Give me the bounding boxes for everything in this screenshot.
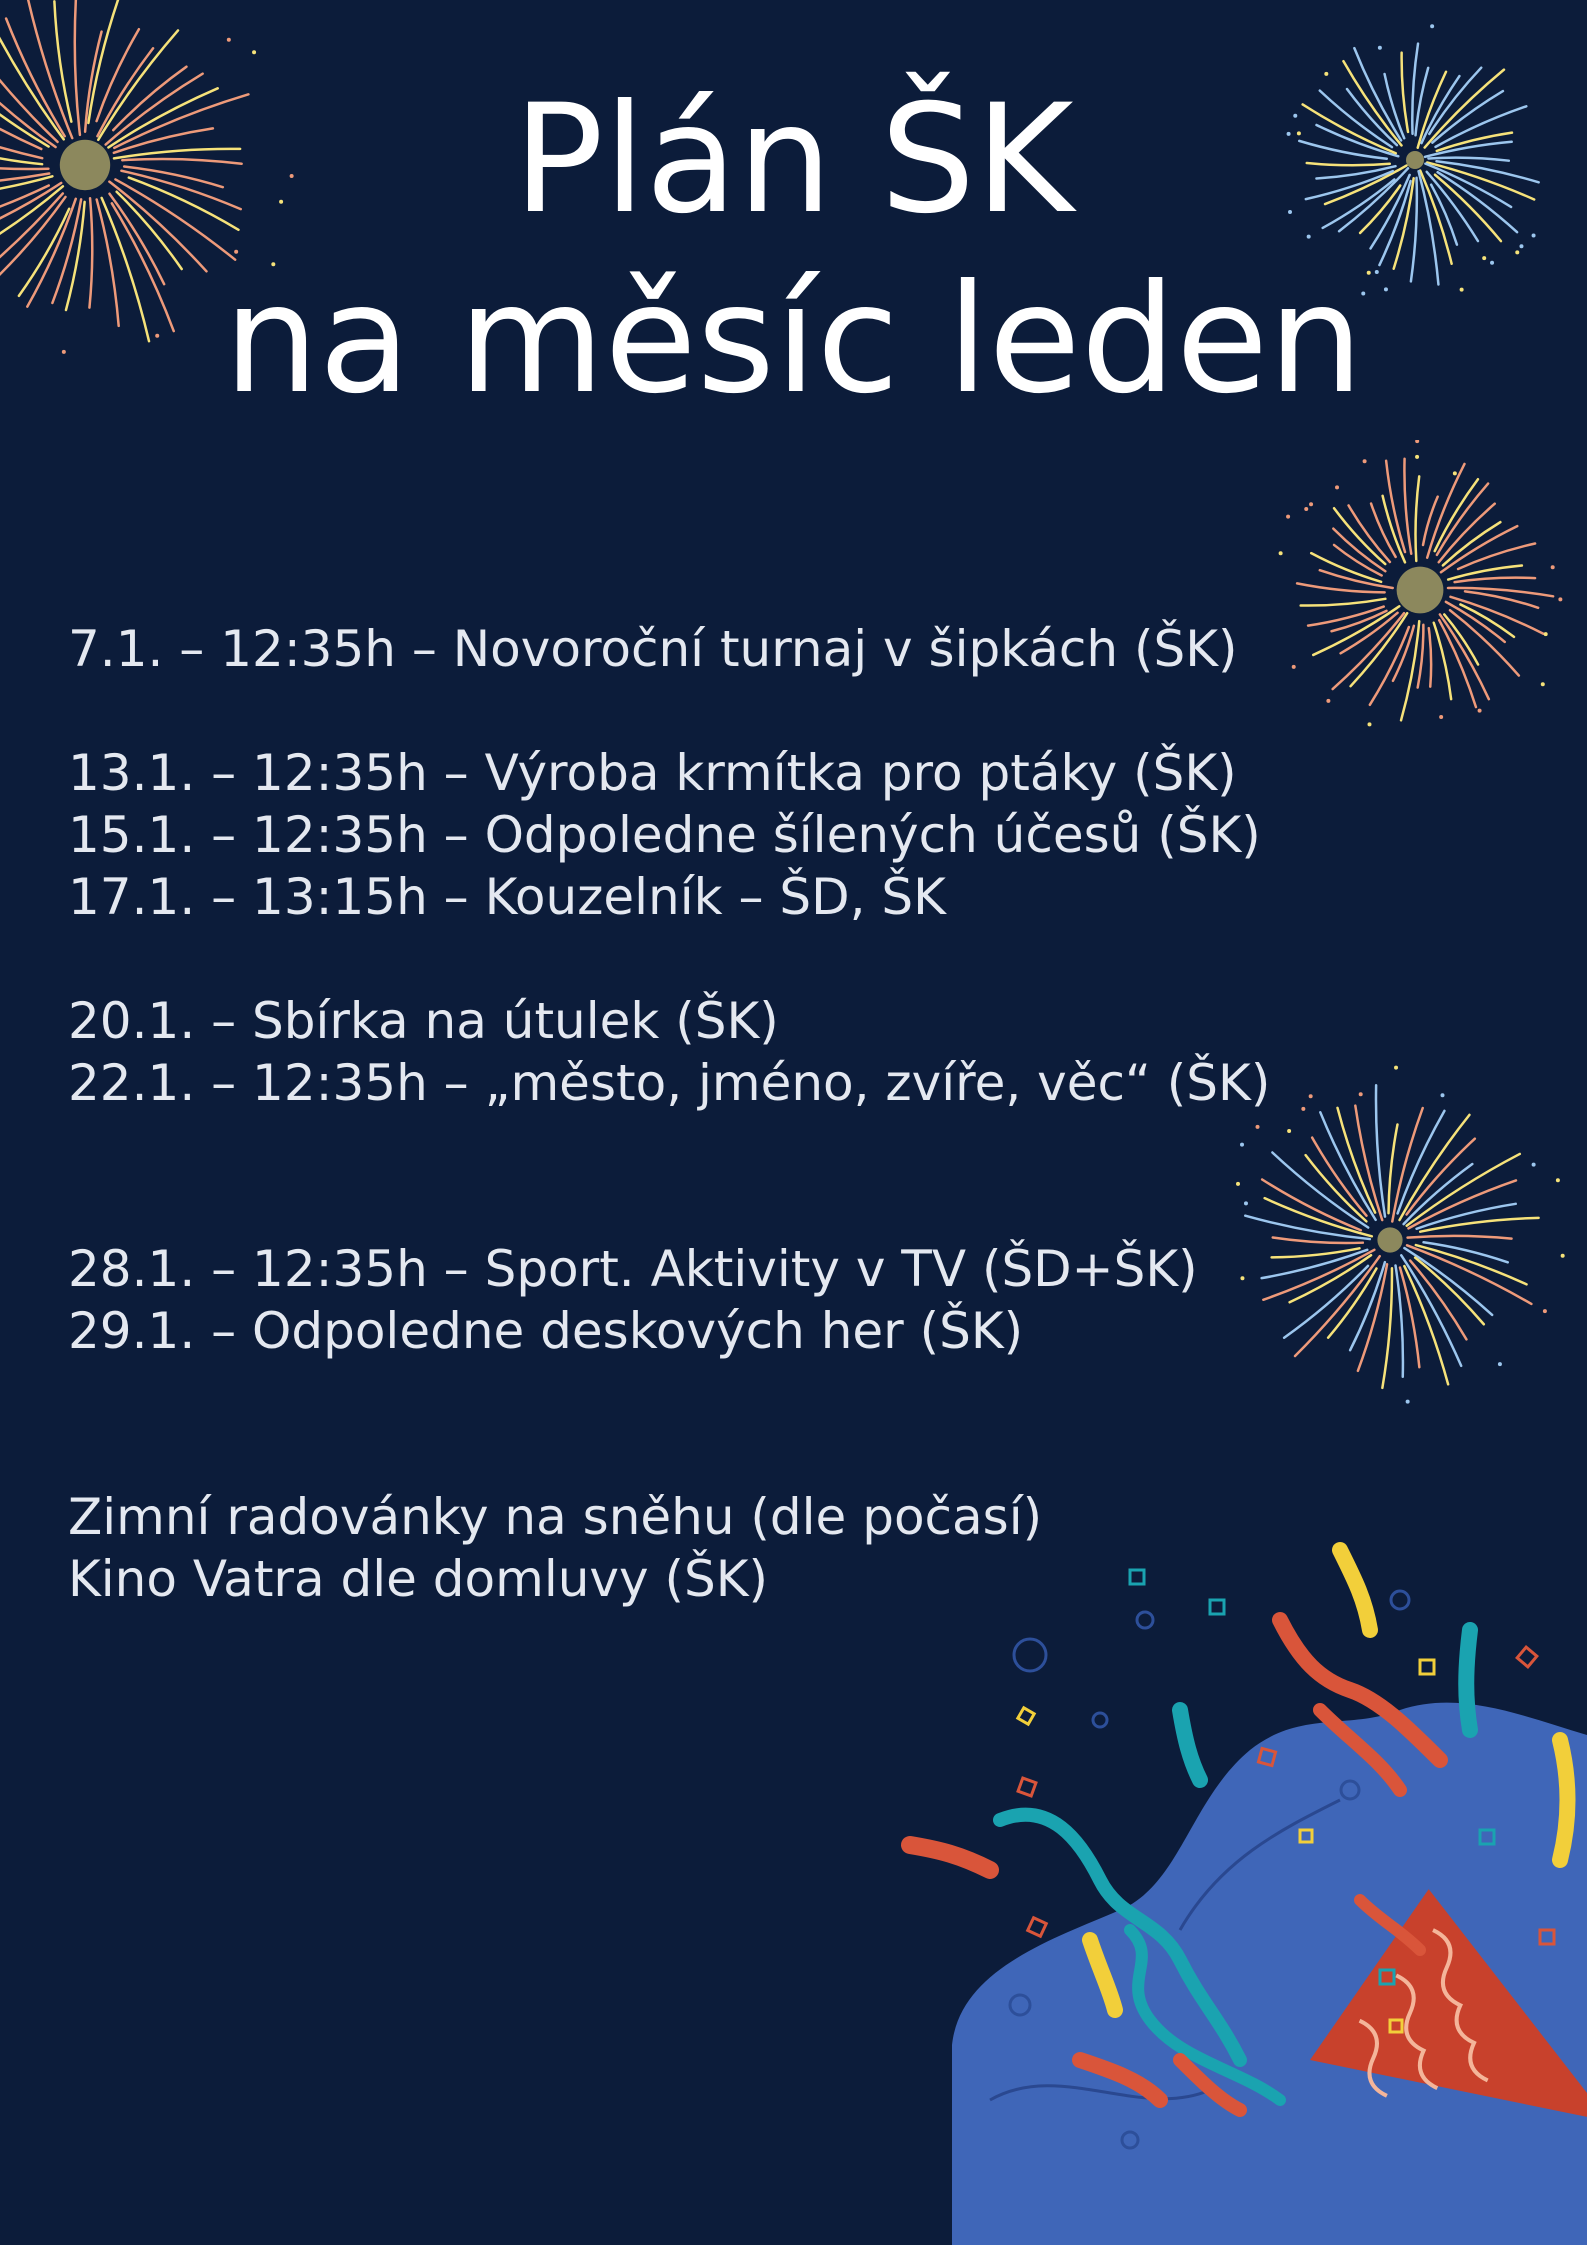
list-item: 13.1. – 12:35h – Výroba krmítka pro ptáky (ŠK) [68,744,1237,802]
list-item: Zimní radovánky na sněhu (dle počasí) [68,1488,1043,1546]
title-line-2: na měsíc leden [223,253,1364,427]
list-item: 29.1. – Odpoledne deskových her (ŠK) [68,1302,1024,1360]
list-item: 7.1. – 12:35h – Novoroční turnaj v šipkách (ŠK) [68,620,1238,678]
event-list [68,618,1318,1610]
list-item: 22.1. – 12:35h – „město, jméno, zvíře, věc“ (ŠK) [68,1054,1271,1112]
title-line-1: Plán ŠK [513,73,1074,247]
list-item: Kino Vatra dle domluvy (ŠK) [68,1550,769,1608]
list-item: 15.1. – 12:35h – Odpoledne šílených účesů (ŠK) [68,806,1261,864]
list-item: 28.1. – 12:35h – Sport. Aktivity v TV (ŠD+ŠK) [68,1240,1198,1298]
page-title [0,70,1587,430]
list-item: 17.1. – 13:15h – Kouzelník – ŠD, ŠK [68,868,946,926]
party-popper-icon [880,1500,1587,2245]
list-item: 20.1. – Sbírka na útulek (ŠK) [68,992,779,1050]
